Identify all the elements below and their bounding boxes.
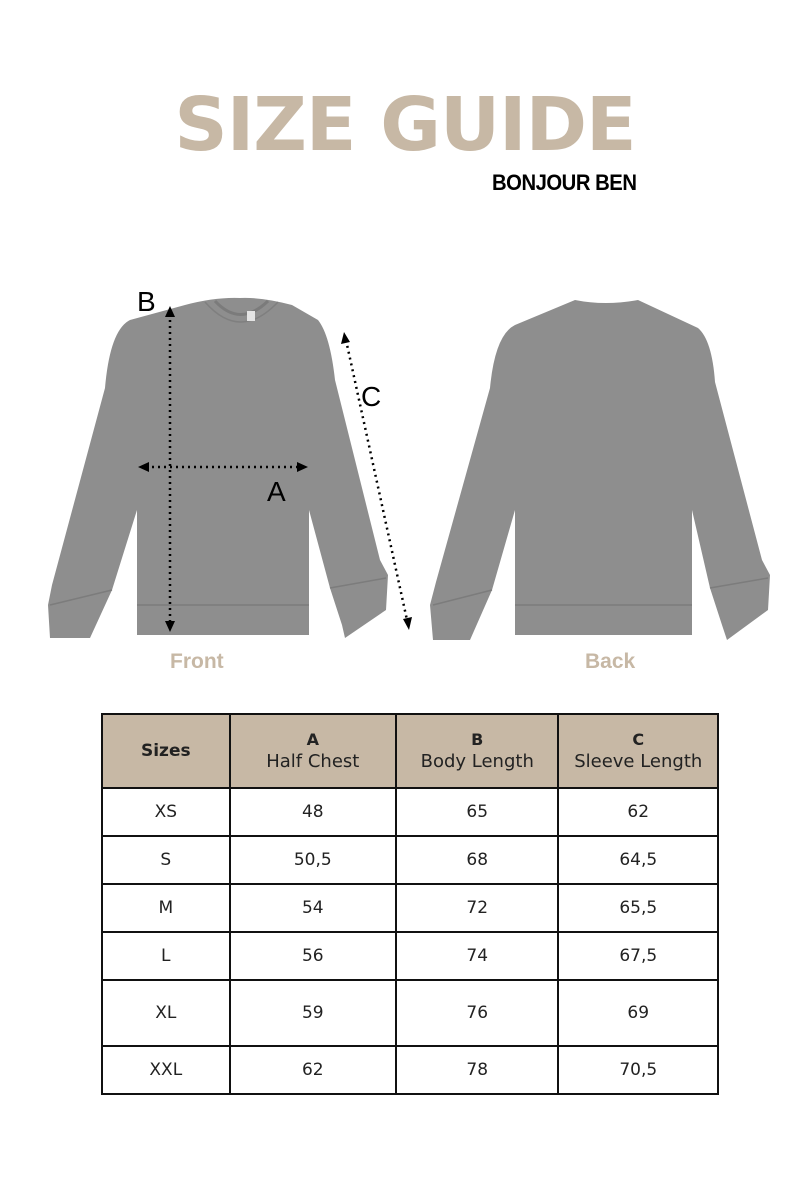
page-title: SIZE GUIDE — [174, 82, 636, 168]
front-label: Front — [170, 650, 224, 673]
table-header-row — [102, 714, 718, 788]
cell-body-length: 78 — [396, 1046, 558, 1094]
measurement-label-b: B — [137, 286, 156, 317]
table-row — [102, 836, 718, 884]
cell-size: XXL — [102, 1046, 230, 1094]
cell-body-length: 72 — [396, 884, 558, 932]
cell-sleeve-length: 64,5 — [558, 836, 718, 884]
brand-name: BONJOUR BEN — [492, 170, 637, 195]
garment-illustrations — [0, 270, 800, 650]
cell-half-chest: 54 — [230, 884, 396, 932]
cell-half-chest: 62 — [230, 1046, 396, 1094]
back-sweatshirt — [430, 300, 770, 640]
cell-sleeve-length: 65,5 — [558, 884, 718, 932]
measurement-label-a: A — [267, 476, 286, 507]
table-row — [102, 980, 718, 1046]
column-header-half-chest: A Half Chest — [230, 714, 396, 788]
cell-size: XS — [102, 788, 230, 836]
cell-half-chest: 59 — [230, 980, 396, 1046]
column-header-sleeve-length: C Sleeve Length — [558, 714, 718, 788]
cell-half-chest: 56 — [230, 932, 396, 980]
back-label: Back — [585, 650, 636, 673]
table-row — [102, 1046, 718, 1094]
cell-size: L — [102, 932, 230, 980]
cell-size: M — [102, 884, 230, 932]
measurement-label-c: C — [361, 381, 382, 412]
cell-sleeve-length: 70,5 — [558, 1046, 718, 1094]
cell-size: S — [102, 836, 230, 884]
cell-sleeve-length: 62 — [558, 788, 718, 836]
cell-body-length: 74 — [396, 932, 558, 980]
column-header-sizes: Sizes — [102, 714, 230, 788]
table-row — [102, 884, 718, 932]
cell-sleeve-length: 69 — [558, 980, 718, 1046]
cell-size: XL — [102, 980, 230, 1046]
table-row — [102, 932, 718, 980]
cell-body-length: 68 — [396, 836, 558, 884]
column-header-body-length: B Body Length — [396, 714, 558, 788]
cell-body-length: 76 — [396, 980, 558, 1046]
cell-sleeve-length: 67,5 — [558, 932, 718, 980]
table-row — [102, 788, 718, 836]
size-table — [101, 713, 719, 1095]
cell-half-chest: 50,5 — [230, 836, 396, 884]
cell-half-chest: 48 — [230, 788, 396, 836]
cell-body-length: 65 — [396, 788, 558, 836]
